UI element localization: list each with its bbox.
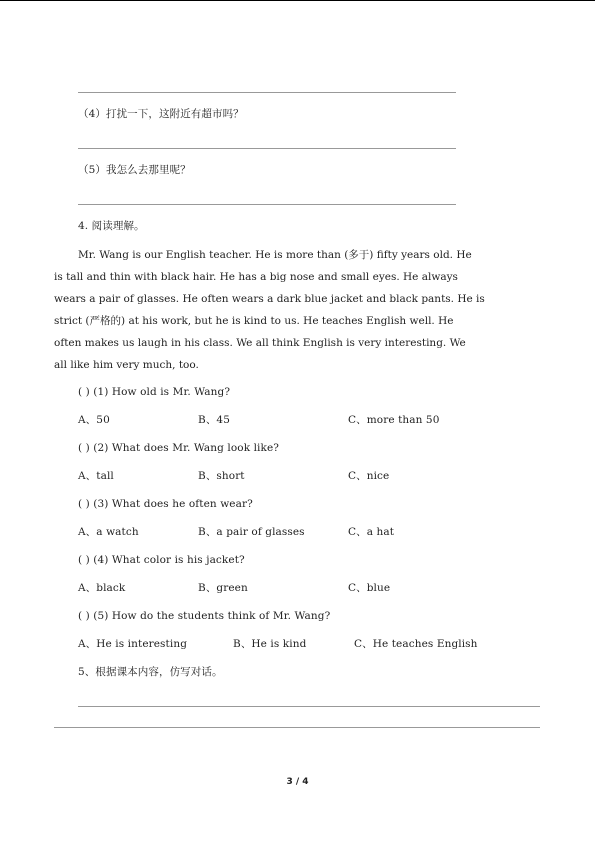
page-top-border bbox=[0, 0, 595, 1]
question-stem: ( ) (2) What does Mr. Wang look like? bbox=[78, 442, 280, 454]
option-a: A、tall bbox=[78, 470, 114, 482]
option-c: C、more than 50 bbox=[348, 414, 440, 426]
question-stem: ( ) (1) How old is Mr. Wang? bbox=[78, 386, 231, 398]
answer-line bbox=[78, 204, 456, 205]
answer-line bbox=[78, 92, 456, 93]
option-a: A、a watch bbox=[78, 526, 139, 538]
page-number: 3 / 4 bbox=[286, 777, 309, 787]
option-c: C、nice bbox=[348, 470, 390, 482]
option-b: B、short bbox=[198, 470, 245, 482]
passage-line: all like him very much, too. bbox=[54, 359, 199, 371]
option-a: A、He is interesting bbox=[78, 638, 188, 650]
question-stem: ( ) (5) How do the students think of Mr. Wang? bbox=[78, 610, 331, 622]
option-c: C、blue bbox=[348, 582, 391, 594]
passage-line: often makes us laugh in his class. We all think English is very interesting. We bbox=[54, 337, 466, 349]
question-stem: ( ) (4) What color is his jacket? bbox=[78, 554, 245, 566]
option-b: B、He is kind bbox=[233, 638, 307, 650]
answer-line bbox=[78, 706, 540, 707]
option-c: C、He teaches English bbox=[354, 638, 478, 650]
reading-heading: 4. 阅读理解。 bbox=[78, 220, 145, 232]
option-c: C、a hat bbox=[348, 526, 395, 538]
passage-line: strict (严格的) at his work, but he is kind to us. He teaches English well. He bbox=[54, 315, 454, 327]
passage-line: is tall and thin with black hair. He has a big nose and small eyes. He always bbox=[54, 271, 458, 283]
reading-passage bbox=[54, 244, 542, 376]
dialogue-heading: 5、根据课本内容，仿写对话。 bbox=[78, 666, 223, 678]
question-4-text: （4）打扰一下，这附近有超市吗？ bbox=[78, 108, 244, 120]
option-a: A、black bbox=[78, 582, 126, 594]
option-a: A、50 bbox=[78, 414, 110, 426]
option-b: B、green bbox=[198, 582, 248, 594]
question-5-text: （5）我怎么去那里呢？ bbox=[78, 164, 191, 176]
option-b: B、45 bbox=[198, 414, 230, 426]
answer-line bbox=[54, 727, 540, 728]
answer-line bbox=[78, 148, 456, 149]
question-stem: ( ) (3) What does he often wear? bbox=[78, 498, 253, 510]
passage-line: Mr. Wang is our English teacher. He is more than (多于) fifty years old. He bbox=[78, 249, 472, 261]
passage-line: wears a pair of glasses. He often wears a dark blue jacket and black pants. He is bbox=[54, 293, 485, 305]
option-b: B、a pair of glasses bbox=[198, 526, 305, 538]
